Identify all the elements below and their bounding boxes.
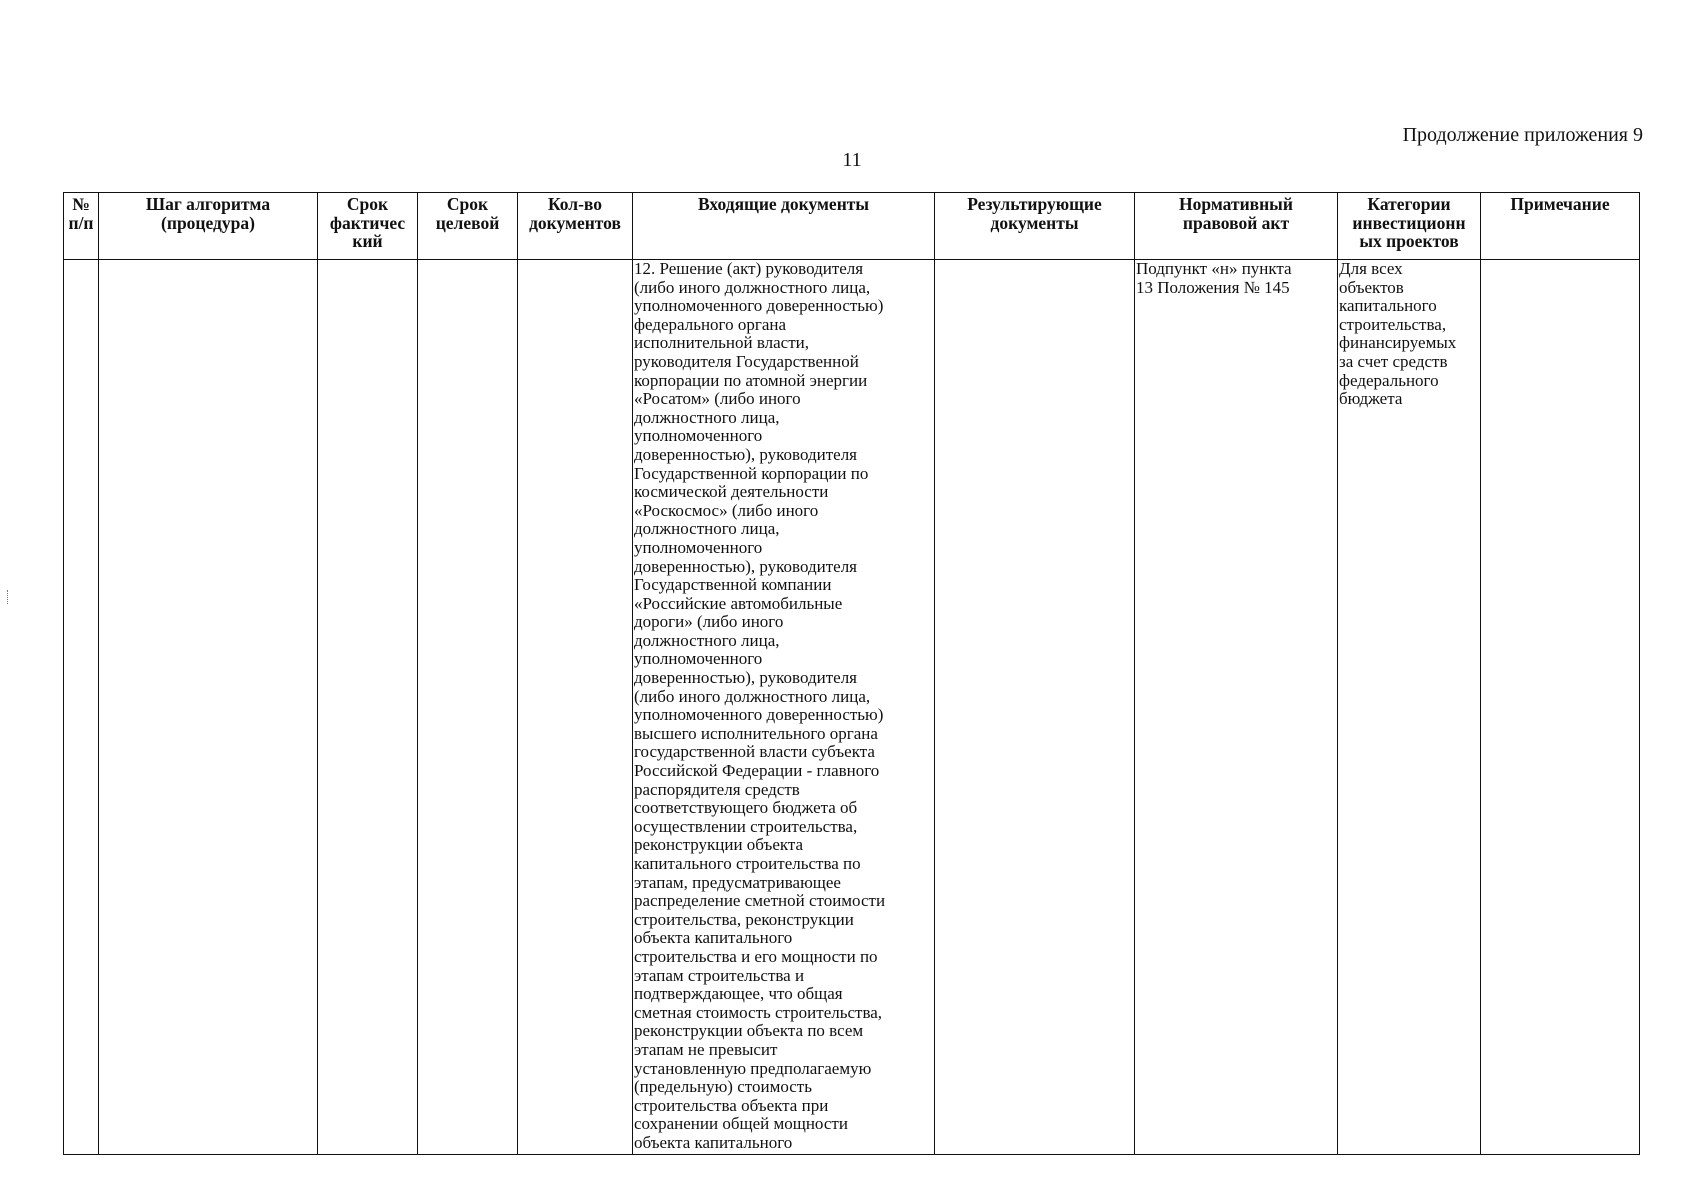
cell-term-actual bbox=[318, 260, 418, 1155]
cell-note bbox=[1481, 260, 1640, 1155]
table-row bbox=[64, 260, 1640, 1155]
cell-project-categories: Для всех объектов капитального строительства, финансируемых за счет средств федерального бюджета bbox=[1338, 260, 1481, 1155]
cell-resulting-documents bbox=[935, 260, 1135, 1155]
column-header-incoming-documents: Входящие документы bbox=[633, 193, 935, 260]
table-header-row bbox=[64, 193, 1640, 260]
column-header-doc-count: Кол-во документов bbox=[518, 193, 633, 260]
column-header-term-actual: Срок фактичес кий bbox=[318, 193, 418, 260]
column-header-resulting-documents: Результирующие документы bbox=[935, 193, 1135, 260]
algorithm-table bbox=[63, 192, 1640, 1155]
cell-step bbox=[99, 260, 318, 1155]
column-header-legal-act: Нормативный правовой акт bbox=[1135, 193, 1338, 260]
cell-legal-act: Подпункт «н» пункта 13 Положения № 145 bbox=[1135, 260, 1338, 1155]
column-header-number: № п/п bbox=[64, 193, 99, 260]
column-header-step: Шаг алгоритма (процедура) bbox=[99, 193, 318, 260]
cell-incoming-documents: 12. Решение (акт) руководителя (либо иного должностного лица, уполномоченного доверенностью) федерального органа исполнительной власти, руководителя Государственной корпорации по атомной энергии «Росатом» (либо иного должностного лица, уполномоченного доверенностью), руководителя Государственной корпорации по космической деятельности «Роскосмос» (либо иного должностного лица, уполномоченного доверенностью), руководителя Государственной компании «Российские автомобильные дороги» (либо иного должностного лица, уполномоченного доверенностью), руководителя (либо иного должностного лица, уполномоченного доверенностью) высшего исполнительного органа государственной власти субъекта Российской Федерации - главного распорядителя средств соответствующего бюджета об осуществлении строительства, реконструкции объекта капитального строительства по этапам, предусматривающее распределение сметной стоимости строительства, реконструкции объекта капитального строительства и его мощности по этапам строительства и подтверждающее, что общая сметная стоимость строительства, реконструкции объекта по всем этапам не превысит установленную предполагаемую (предельную) стоимость строительства объекта при сохранении общей мощности объекта капитального bbox=[633, 260, 935, 1155]
cell-number bbox=[64, 260, 99, 1155]
cell-term-target bbox=[418, 260, 518, 1155]
column-header-term-target: Срок целевой bbox=[418, 193, 518, 260]
appendix-continuation-note: Продолжение приложения 9 bbox=[1402, 124, 1643, 146]
column-header-note: Примечание bbox=[1481, 193, 1640, 260]
page-number: 11 bbox=[842, 149, 862, 171]
column-header-project-categories: Категории инвестиционн ых проектов bbox=[1338, 193, 1481, 260]
cell-doc-count bbox=[518, 260, 633, 1155]
scan-artifact bbox=[7, 590, 11, 604]
